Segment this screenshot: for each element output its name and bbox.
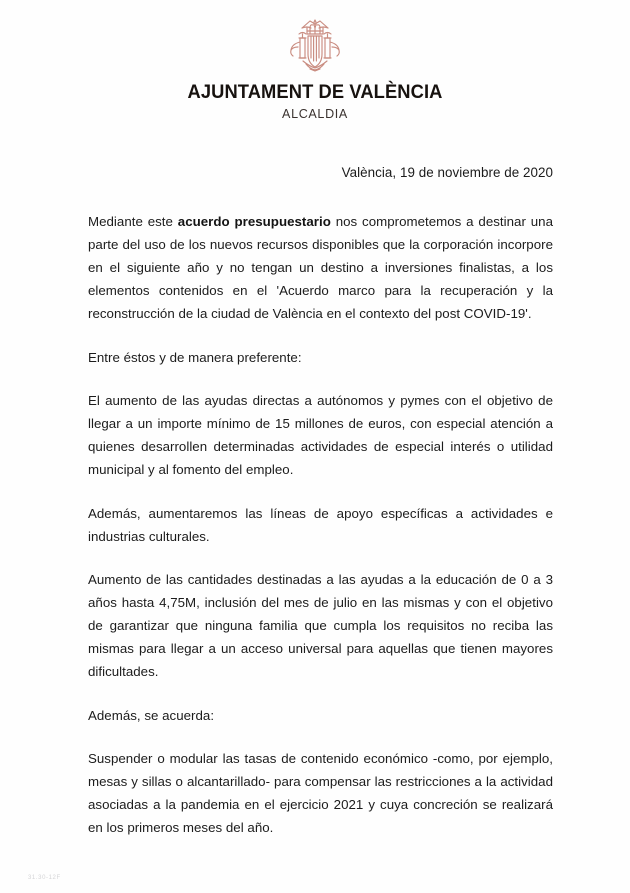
organization-name: AJUNTAMENT DE VALÈNCIA (187, 81, 443, 103)
emphasis-text: acuerdo presupuestario (177, 214, 331, 229)
body-text-run: Entre éstos y de manera preferente: (88, 349, 302, 365)
scan-reference-mark: 31.30-12F (28, 875, 61, 881)
body-text-run: Además, se acuerda: (88, 707, 215, 723)
paragraph-p3 (88, 389, 553, 481)
valencia-coat-of-arms-icon (280, 14, 350, 76)
paragraph-p1 (88, 210, 553, 325)
body-text-run: El aumento de las ayudas directas a autónomos y pymes con el objetivo de llegar a un importe mínimo de 15 millones de euros, con especial atención a quienes desarrollen determinadas actividades de especial interés o utilidad municipal y al fomento del empleo. (88, 393, 553, 477)
paragraph-p2 (88, 346, 553, 369)
body-text-run: Mediante este (88, 214, 178, 229)
dateline: València, 19 de noviembre de 2020 (341, 165, 553, 180)
body-text-run: Suspender o modular las tasas de contenido económico -como, por ejemplo, mesas y sillas o alcantarillado- para compensar las restricciones a la actividad asociadas a la pandemia en el ejercicio 2021 y cuya concreción se realizará en los primeros meses del año. (88, 751, 553, 835)
paragraph-p6 (88, 704, 553, 727)
department-name: ALCALDIA (282, 106, 348, 121)
document-body (0, 210, 630, 839)
paragraph-p4 (88, 502, 553, 548)
paragraph-p5 (88, 568, 553, 683)
body-text-run: Además, aumentaremos las líneas de apoyo específicas a actividades e industrias culturales. (88, 505, 553, 544)
body-text-run: Aumento de las cantidades destinadas a las ayudas a la educación de 0 a 3 años hasta 4,75M, inclusión del mes de julio en las mismas y con el objetivo de garantizar que ninguna familia que cumpla los requisitos no reciba las mismas para llegar a un acceso universal para aquellas que tienen mayores dificultades. (88, 572, 553, 679)
paragraph-p7 (88, 747, 553, 839)
letterhead (0, 0, 630, 121)
body-text-run: nos comprometemos a destinar una parte del uso de los nuevos recursos disponibles que la corporación incorpore en el siguiente año y no tengan un destino a inversiones finalistas, a los elementos contenidos en el 'Acuerdo marco para la recuperación y la reconstrucción de la ciudad de València en el contexto del post COVID-19'. (88, 214, 553, 321)
